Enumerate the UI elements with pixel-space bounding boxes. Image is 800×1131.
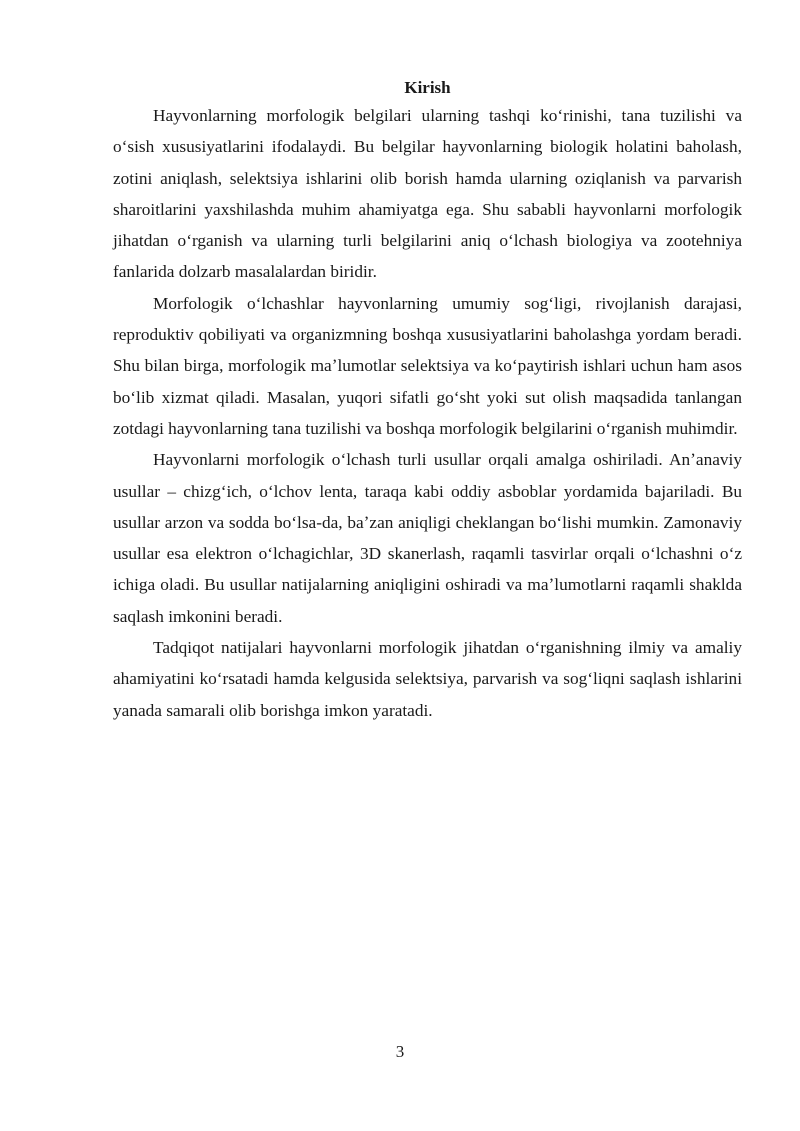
paragraph-1: Hayvonlarning morfologik belgilari ularning tashqi koʻrinishi, tana tuzilishi va oʻsish xususiyatlarini ifodalaydi. Bu belgilar hayvonlarning biologik holatini baholash, zotini aniqlash, selektsiya ishlarini olib borish hamda ularning oziqlanish va parvarish sharoitlarini yaxshilashda muhim ahamiyatga ega. Shu sababli hayvonlarni morfologik jihatdan oʻrganish va ularning turli belgilarini aniq oʻlchash biologiya va zootehniya fanlarida dolzarb masalalardan biridir.	[113, 106, 742, 282]
page-number: 3	[395, 1042, 405, 1061]
section-title: Kirish	[404, 78, 451, 97]
document-page	[113, 76, 742, 726]
paragraph-3: Hayvonlarni morfologik oʻlchash turli usullar orqali amalga oshiriladi. Anʼanaviy usullar – chizgʻich, oʻlchov lenta, taraqa kabi oddiy asboblar yordamida bajariladi. Bu usullar arzon va sodda boʻlsa-da, baʼzan aniqligi cheklangan boʻlishi mumkin. Zamonaviy usullar esa elektron oʻlchagichlar, 3D skanerlash, raqamli tasvirlar orqali oʻlchashni oʻz ichiga oladi. Bu usullar natijalarning aniqligini oshiradi va maʼlumotlarni raqamli shaklda saqlash imkonini beradi.	[113, 450, 742, 626]
paragraph-2: Morfologik oʻlchashlar hayvonlarning umumiy sogʻligi, rivojlanish darajasi, reproduktiv qobiliyati va organizmning boshqa xususiyatlarini baholashga yordam beradi. Shu bilan birga, morfologik maʼlumotlar selektsiya va koʻpaytirish ishlari uchun ham asos boʻlib xizmat qiladi. Masalan, yuqori sifatli goʻsht yoki sut olish maqsadida tanlangan zotdagi hayvonlarning tana tuzilishi va boshqa morfologik belgilarini oʻrganish muhimdir.	[113, 293, 742, 438]
paragraph-4: Tadqiqot natijalari hayvonlarni morfologik jihatdan oʻrganishning ilmiy va amaliy ahamiyatini koʻrsatadi hamda kelgusida selektsiya, parvarish va sogʻliqni saqlash ishlarini yanada samarali olib borishga imkon yaratadi.	[113, 638, 742, 720]
